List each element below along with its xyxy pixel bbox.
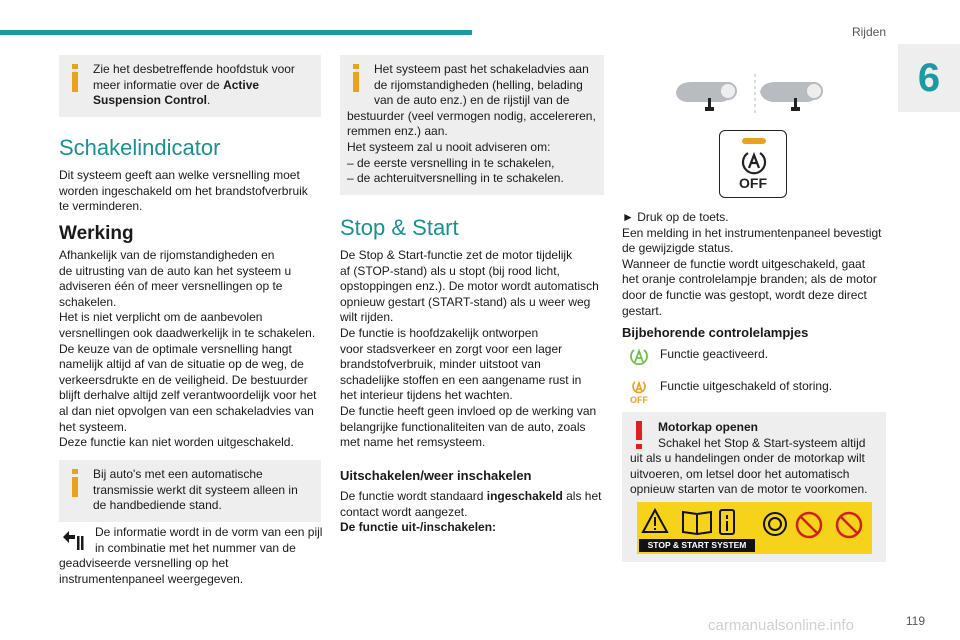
stop-start-body: De Stop & Start-functie zet de motor tijdelijk af (STOP-stand) als u stopt (bij rood licht, opstoppingen enz.). De motor wordt automatisch opnieuw gestart (START-stand) als u weer weg wilt rijden. De functie is hoofdzakelijk ontworpen voor stadsverkeer en zorgt voor een lager brandstofverbruik, minder uitstoot van schadelijke stoffen en een aangename rust in het interieur tijdens het wachten. De functie heeft geen invloed op de werking van belangrijke functionaliteiten van de auto, zoals met name het remsysteem.	[340, 248, 599, 450]
button-instructions: ► Druk op de toets. Een melding in het instrumentenpaneel bevestigt de gewijzigde status. Wanneer de functie wordt uitgeschakeld, gaat het oranje controlelampje branden; als de motor door de functie was gestopt, wordt deze direct gestart.	[622, 210, 882, 318]
lamp-off-label: OFF	[630, 395, 648, 405]
dashboard-console-illustration	[672, 72, 838, 118]
section-title: Rijden	[851, 25, 886, 39]
heading-stop-start: Stop & Start	[340, 215, 459, 240]
lamp-off-icon	[629, 380, 649, 396]
gear-note: De informatie wordt in de vorm van een pijl in combinatie met het nummer van de geadviseerde versnelling op het instrumentenpaneel weergegeven.	[59, 525, 323, 586]
info-note-advice: Het systeem past het schakeladvies aan de rijomstandigheden (helling, belading van de auto enz.) en de rijstijl van de bestuurder (veel vermogen nodig, accelereren, remmen enz.) aan. Het systeem zal u nooit adviseren om: – de eerste versnelling in te schakelen, – de achteruitversnelling in te schakelen.	[340, 55, 604, 195]
watermark: carmanualsonline.info	[708, 617, 854, 634]
stop-start-button[interactable]	[719, 130, 787, 198]
info-icon	[68, 64, 81, 94]
lamp-active-text: Functie geactiveerd.	[660, 347, 769, 361]
chapter-number: 6	[898, 44, 960, 112]
default-state-text: De functie wordt standaard ingeschakeld als het contact wordt aangezet.	[340, 489, 602, 519]
info-icon	[349, 64, 362, 94]
sticker-label: STOP & START SYSTEM	[639, 539, 755, 552]
gear-shift-icon	[61, 528, 85, 552]
toggle-label: De functie uit-/inschakelen:	[340, 520, 497, 534]
heading-schakelindicator: Schakelindicator	[59, 135, 221, 160]
lamp-off-text: Functie uitgeschakeld of storing.	[660, 379, 833, 393]
lamp-active-icon	[629, 346, 649, 366]
heading-controlelampjes: Bijbehorende controlelampjes	[622, 325, 809, 340]
warning-icon	[632, 421, 646, 451]
info-note-automatic: Bij auto's met een automatische transmissie werkt dit systeem alleen in de handbediende stand.	[59, 460, 321, 522]
stop-start-sticker	[637, 502, 872, 554]
warning-note-hood: Motorkap openen Schakel het Stop & Start-systeem altijd uit als u handelingen onder de motorkap wilt uitvoeren, om letsel door het automatisch opnieuw starten van de motor te voorkomen.	[622, 412, 886, 562]
intro-paragraph: Dit systeem geeft aan welke versnelling moet worden ingeschakeld om het brandstofverbruik te verminderen.	[59, 168, 308, 214]
auto-stop-start-icon	[740, 149, 768, 175]
heading-uitschakelen: Uitschakelen/weer inschakelen	[340, 468, 532, 483]
werking-body: Afhankelijk van de rijomstandigheden en de uitrusting van de auto kan het systeem u adviseren één of meer versnellingen op te schakelen. Het is niet verplicht om de aanbevolen versnellingen ook daadwerkelijk in te schakelen. De keuze van de optimale versnelling hangt namelijk altijd af van de situatie op de weg, de verkeersdrukte en de veiligheid. De bestuurder blijft derhalve altijd zelf verantwoordelijk voor het al dan niet opvolgen van een schakeladvies van het systeem. Deze functie kan niet worden uitgeschakeld.	[59, 248, 317, 450]
header-bar	[0, 30, 472, 35]
heading-werking: Werking	[59, 223, 134, 244]
page-number: 119	[905, 614, 925, 628]
status-led	[742, 138, 766, 144]
info-icon	[68, 469, 81, 499]
button-off-label: OFF	[739, 175, 767, 191]
info-note-suspension: Zie het desbetreffende hoofdstuk voor meer informatie over de Active Suspension Control.	[59, 55, 321, 117]
